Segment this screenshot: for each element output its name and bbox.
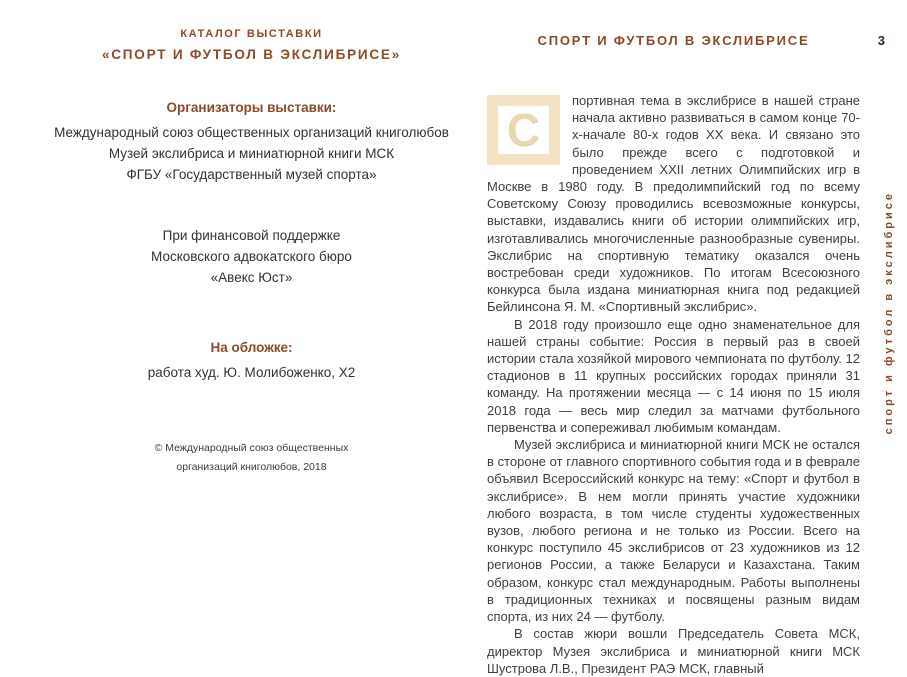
cover-heading: На обложке: bbox=[210, 340, 293, 355]
paragraph-text: портивная тема в экслибрисе в нашей стране начала активно развиваться в самом конце 70-х-начале 80-х годов XX века. И связано это было прежде всего с подготовкой и проведением XXII летних Олимпийских игр в Москве в 1980 году. В предолимпийский год по всему Советскому Союзу проводились всевозможные конкурсы, выставки, издавались книги об истории олимпийских игр, изготавливались многочисленные разнообразные сувениры. Экслибрис на спортивную тематику оказался очень востребован среди художников. По итогам Всесоюзного конкурса была издана миниатюрная книга под редакцией Бейлинсона Я. М. «Спортивный экслибрис». bbox=[487, 93, 860, 315]
catalog-title: «СПОРТ И ФУТБОЛ В ЭКСЛИБРИСЕ» bbox=[101, 47, 402, 62]
support-line: При финансовой поддержке bbox=[162, 228, 341, 243]
body-text bbox=[487, 92, 860, 676]
left-page bbox=[0, 0, 453, 473]
organizer-line: Международный союз общественных организаций книголюбов bbox=[54, 125, 449, 140]
paragraph: В 2018 году произошло еще одно знаменательное для нашей страны событие: Россия в первый раз в своей истории стала хозяйкой мирового чемпионата по футболу. 12 стадионов в 11 крупных российских городах приняли 31 команду. На протяжении месяца — с 14 июня по 15 июля 2018 года — весь мир следил за матчами футбольного первенства и сопереживал любимым командам. bbox=[487, 316, 860, 435]
support-line: «Авекс Юст» bbox=[210, 270, 293, 285]
copyright-line: © Международный союз общественных bbox=[154, 442, 349, 454]
cover-block bbox=[50, 340, 453, 383]
copyright-line: организаций книголюбов, 2018 bbox=[176, 461, 327, 473]
catalog-kicker: КАТАЛОГ ВЫСТАВКИ bbox=[180, 28, 323, 40]
copyright-block bbox=[50, 439, 453, 477]
running-title: СПОРТ И ФУТБОЛ В ЭКСЛИБРИСЕ bbox=[537, 33, 810, 48]
paragraph: В состав жюри вошли Председатель Совета МСК, директор Музея экслибриса и миниатюрной книги МСК Шустрова Л.В., Президент РАЭ МСК, главный bbox=[487, 626, 860, 676]
organizers-block bbox=[50, 100, 453, 185]
support-line: Московского адвокатского бюро bbox=[151, 249, 352, 264]
organizer-line: ФГБУ «Государственный музей спорта» bbox=[126, 167, 377, 182]
vertical-running-title: спорт и футбол в экслибрисе bbox=[883, 190, 895, 434]
dropcap-letter: С bbox=[487, 95, 560, 165]
page-number: 3 bbox=[877, 33, 885, 48]
cover-line: работа худ. Ю. Молибоженко, Х2 bbox=[147, 365, 356, 380]
paragraph bbox=[487, 92, 860, 316]
organizer-line: Музей экслибриса и миниатюрной книги МСК bbox=[108, 146, 395, 161]
support-block bbox=[50, 225, 453, 288]
organizers-heading: Организаторы выставки: bbox=[166, 100, 337, 115]
right-page bbox=[453, 0, 907, 676]
paragraph: Музей экслибриса и миниатюрной книги МСК не остался в стороне от главного спортивного события года и в феврале объявил Всероссийский конкурс на тему: «Спорт и футбол в экслибрисе». В нем могли принять участие художники любого возраста, в том числе студенты художественных вузов, любого региона и не только из России. Всего на конкурс поступило 45 экслибрисов от 23 художников из 12 регионов России, а также Беларуси и Казахстана. Таким образом, конкурс стал международным. Работы выполнены в традиционных техниках и посвящены разным видам спорта, из них 24 — футболу. bbox=[487, 437, 860, 625]
